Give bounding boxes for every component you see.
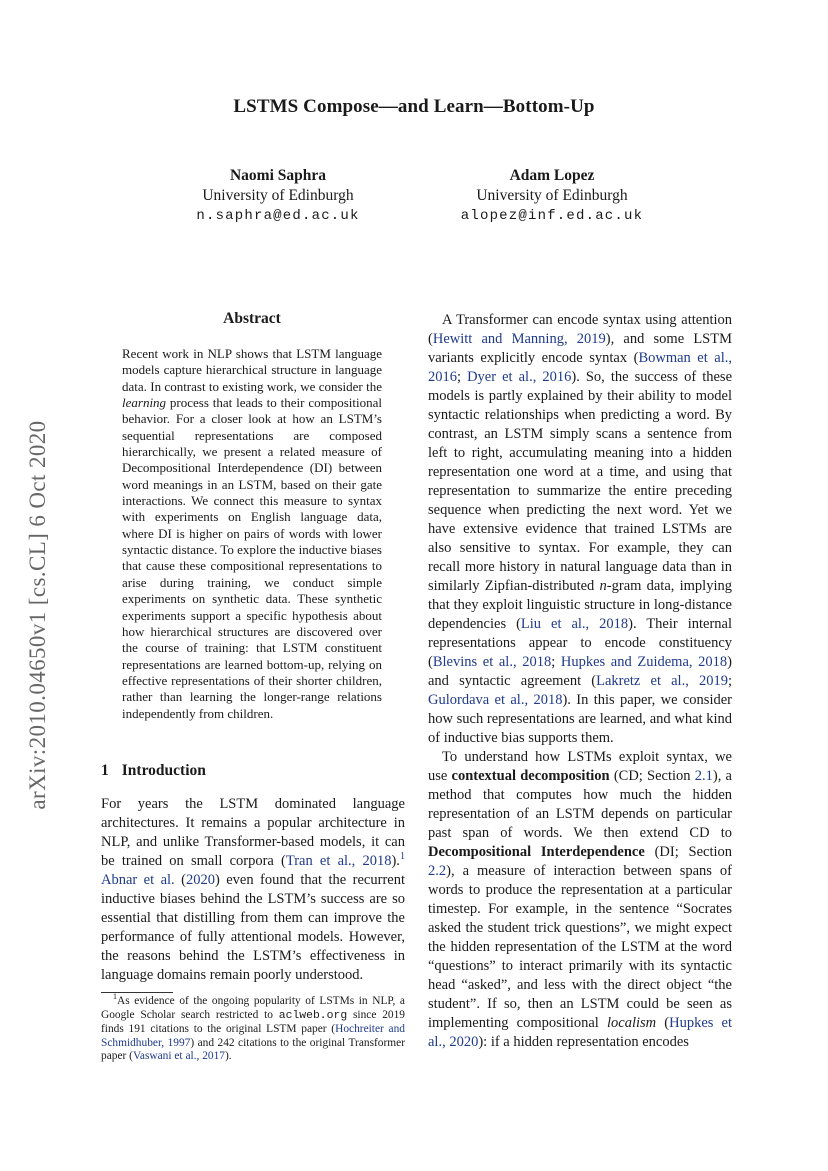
author-name: Naomi Saphra: [229, 167, 327, 184]
citation-link[interactable]: Liu et al., 2018: [520, 616, 629, 632]
citation-link[interactable]: Hupkes and Zuidema, 2018: [560, 654, 728, 670]
citation-link[interactable]: Dyer et al., 2016: [467, 369, 572, 385]
author-affiliation: University of Edinburgh: [476, 187, 628, 204]
section-title: Introduction: [121, 762, 206, 779]
abstract-heading: Abstract: [223, 310, 281, 327]
citation-link[interactable]: Abnar et al.: [101, 872, 175, 888]
footnote-marker[interactable]: 1: [399, 851, 405, 863]
right-column: [428, 311, 732, 1052]
section-number: 1: [101, 762, 109, 779]
citation-link[interactable]: Vaswani et al., 2017: [132, 1050, 225, 1062]
author-email: alopez@inf.ed.ac.uk: [460, 208, 644, 224]
arxiv-sidebar: [18, 380, 58, 850]
paper-title: LSTMS Compose—and Learn—Bottom-Up: [233, 96, 595, 117]
footnote: $^1$As evidence of the ongoing popularity of LSTMs in NLP, a Google Scholar search restricted to aclweb.org since 2019 finds 191 citations to the original LSTM paper (Hochreiter and Schmidhuber, 1997) and 242 citations to the original Transformer paper (Vaswani et al., 2017).: [101, 992, 406, 1062]
citation-link[interactable]: Blevins et al., 2018: [432, 654, 552, 670]
citation-link[interactable]: Gulordava et al., 2018: [428, 692, 563, 708]
author-name: Adam Lopez: [509, 167, 595, 184]
citation-link[interactable]: 2020: [185, 872, 215, 888]
author-email: n.saphra@ed.ac.uk: [196, 208, 360, 224]
author-affiliation: University of Edinburgh: [202, 187, 354, 204]
citation-link[interactable]: Hupkes et al., 2020: [428, 1015, 732, 1050]
section-link[interactable]: 2.1: [694, 768, 713, 784]
abstract-body: Recent work in NLP shows that LSTM language models capture hierarchical structure in language data. In contrast to existing work, we consider the learning process that leads to their compositional behavior. For a closer look at how an LSTM’s sequential representations are composed hierarchically, we present a related measure of Decompositional Interdependence (DI) between word meanings in an LSTM, based on their gate interactions. We connect this measure to syntax with experiments on English language data, where DI is higher on pairs of words with lower syntactic distance. To explore the inductive biases that cause these compositional representations to arise during training, we conduct simple experiments on synthetic data. These synthetic experiments support a specific hypothesis about how hierarchical structures are discovered over the course of training: that LSTM constituent representations are learned bottom-up, relying on effective representations of their shorter children, rather than learning the longer-range relations independently from children.: [122, 346, 382, 721]
footnote-rule: [101, 992, 173, 993]
footnote-number: 1: [113, 992, 117, 1002]
body-paragraph: A Transformer can encode syntax using attention (Hewitt and Manning, 2019), and some LSTM variants explicitly encode syntax (Bowman et al., 2016; Dyer et al., 2016). So, the success of these models is partly explained by their ability to model syntactic relationships when predicting a word. By contrast, an LSTM simply scans a sentence from left to right, accumulating meaning into a hidden representation one word at a time, and using that representation to summarize the entire preceding sequence when predicting the next word. Yet we have extensive evidence that trained LSTMs are also sensitive to syntax. For example, they can recall more history in natural language data than in similarly Zipfian-distributed n-gram data, implying that they exploit linguistic structure in long-distance dependencies (Liu et al., 2018). Their internal representations appear to encode constituency (Blevins et al., 2018; Hupkes and Zuidema, 2018) and syntactic agreement (Lakretz et al., 2019; Gulordava et al., 2018). In this paper, we consider how such representations are learned, and what kind of inductive bias supports them.: [428, 312, 733, 746]
citation-link[interactable]: Bowman et al., 2016: [428, 350, 732, 385]
body-paragraph: To understand how LSTMs exploit syntax, we use contextual decomposition (CD; Section 2.1), a method that computes how much the hidden representation of an LSTM depends on particular past span of words. We then extend CD to Decompositional Interdependence (DI; Section 2.2), a measure of interaction between spans of words to produce the representation at a particular timestep. For example, in the sentence “Socrates asked the student trick questions”, we might expect the hidden representation of the LSTM at the word “questions” to interact primarily with its syntactic head “asked”, and less with the direct object “the student”. If so, then an LSTM could be seen as implementing compositional localism (Hupkes et al., 2020): if a hidden representation encodes: [428, 749, 732, 1050]
arxiv-identifier: arXiv:2010.04650v1 [cs.CL] 6 Oct 2020: [25, 420, 50, 810]
author-block: [432, 166, 672, 226]
section-link[interactable]: 2.2: [428, 863, 447, 879]
citation-link[interactable]: Hochreiter and Schmidhuber, 1997: [101, 1023, 406, 1049]
intro-paragraph: For years the LSTM dominated language architectures. It remains a popular architecture in NLP, and unlike Transformer-based models, it can be trained on small corpora (Tran et al., 2018).$^1$ Abnar et al. (2020) even found that the recurrent inductive biases behind the LSTM’s success are so essential that distilling from them can improve the performance of fully attentional models. However, the reasons behind the LSTM’s effectiveness in language domains remain poorly understood.: [101, 796, 405, 983]
inline-code: aclweb.org: [278, 1009, 348, 1022]
citation-link[interactable]: Lakretz et al., 2019: [596, 673, 728, 689]
citation-link[interactable]: Hewitt and Manning, 2019: [432, 331, 606, 347]
author-block: [158, 166, 398, 226]
citation-link[interactable]: Tran et al., 2018: [285, 853, 392, 869]
section-heading: [101, 762, 206, 780]
